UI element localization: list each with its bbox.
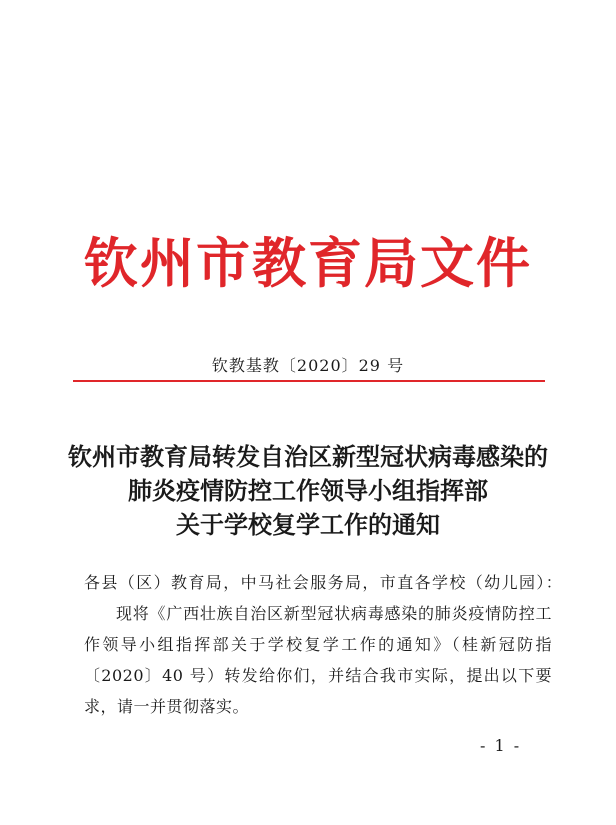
document-number: 钦教基教〔2020〕29 号 (211, 356, 405, 375)
title-line-3: 关于学校复学工作的通知 (176, 510, 440, 539)
salutation: 各县（区）教育局，中马社会服务局，市直各学校（幼儿园）： (84, 573, 564, 592)
title-line-2: 肺炎疫情防控工作领导小组指挥部 (128, 476, 488, 505)
page-number: - 1 - (480, 736, 522, 755)
document-masthead: 钦州市教育局文件 (84, 231, 532, 295)
body-paragraph: 现将《广西壮族自治区新型冠状病毒感染的肺炎疫情防控工作领导小组指挥部关于学校复学工作的通知》（桂新冠防指〔2020〕40 号）转发给你们，并结合我市实际，提出以下要求，请一并贯彻落实。 (84, 604, 552, 716)
red-separator-line (73, 380, 545, 382)
document-title (0, 440, 616, 542)
title-line-1: 钦州市教育局转发自治区新型冠状病毒感染的 (68, 442, 548, 471)
document-body (84, 567, 564, 722)
